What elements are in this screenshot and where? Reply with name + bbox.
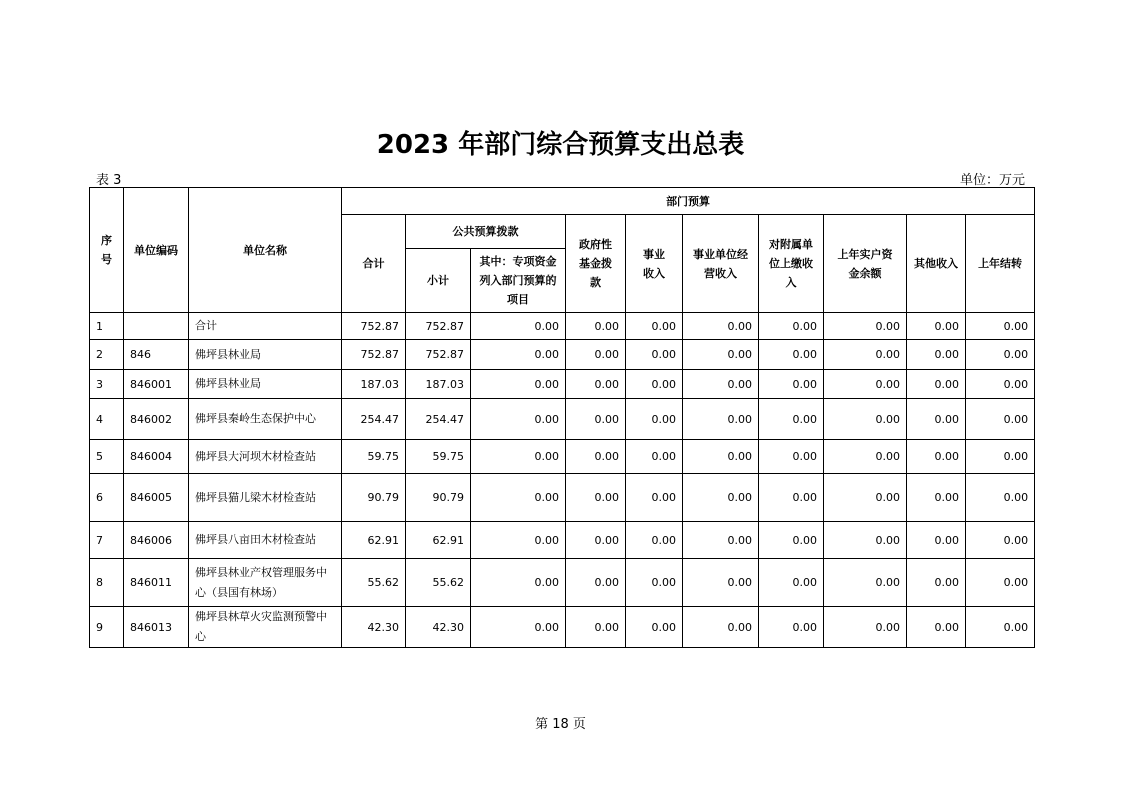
total-cell: 187.03 — [342, 370, 406, 399]
prior-balance-cell: 0.00 — [824, 399, 907, 440]
header-other-income: 其他收入 — [907, 215, 966, 313]
total-cell: 90.79 — [342, 474, 406, 522]
subtotal-cell: 752.87 — [406, 313, 471, 340]
page-number: 第 18 页 — [535, 717, 586, 732]
header-name: 单位名称 — [189, 188, 342, 313]
affiliated-income-cell: 0.00 — [759, 559, 824, 607]
special-funds-cell: 0.00 — [471, 440, 566, 474]
business-income-cell: 0.00 — [683, 607, 759, 648]
seq-cell: 8 — [90, 559, 124, 607]
other-income-cell: 0.00 — [907, 340, 966, 370]
career-income-cell: 0.00 — [626, 559, 683, 607]
table-body — [90, 313, 1035, 648]
other-income-cell: 0.00 — [907, 607, 966, 648]
carryover-cell: 0.00 — [966, 559, 1035, 607]
code-cell: 846005 — [124, 474, 189, 522]
total-cell: 42.30 — [342, 607, 406, 648]
seq-cell: 3 — [90, 370, 124, 399]
career-income-cell: 0.00 — [626, 607, 683, 648]
affiliated-income-cell: 0.00 — [759, 399, 824, 440]
table-row — [90, 399, 1035, 440]
carryover-cell: 0.00 — [966, 370, 1035, 399]
career-income-cell: 0.00 — [626, 474, 683, 522]
header-dept-budget: 部门预算 — [342, 188, 1035, 215]
total-cell: 752.87 — [342, 340, 406, 370]
gov-fund-cell: 0.00 — [566, 370, 626, 399]
affiliated-income-cell: 0.00 — [759, 340, 824, 370]
seq-cell: 6 — [90, 474, 124, 522]
other-income-cell: 0.00 — [907, 313, 966, 340]
table-row — [90, 313, 1035, 340]
subtotal-cell: 90.79 — [406, 474, 471, 522]
code-cell: 846011 — [124, 559, 189, 607]
affiliated-income-cell: 0.00 — [759, 370, 824, 399]
carryover-cell: 0.00 — [966, 522, 1035, 559]
name-cell: 佛坪县八亩田木材检查站 — [189, 522, 342, 559]
gov-fund-cell: 0.00 — [566, 340, 626, 370]
name-cell: 佛坪县猫儿梁木材检查站 — [189, 474, 342, 522]
seq-cell: 1 — [90, 313, 124, 340]
special-funds-cell: 0.00 — [471, 559, 566, 607]
special-funds-cell: 0.00 — [471, 474, 566, 522]
business-income-cell: 0.00 — [683, 522, 759, 559]
career-income-cell: 0.00 — [626, 340, 683, 370]
business-income-cell: 0.00 — [683, 440, 759, 474]
special-funds-cell: 0.00 — [471, 399, 566, 440]
name-cell: 佛坪县林业局 — [189, 340, 342, 370]
code-cell: 846002 — [124, 399, 189, 440]
business-income-cell: 0.00 — [683, 340, 759, 370]
table-row — [90, 474, 1035, 522]
name-cell: 合计 — [189, 313, 342, 340]
other-income-cell: 0.00 — [907, 440, 966, 474]
header-code: 单位编码 — [124, 188, 189, 313]
carryover-cell: 0.00 — [966, 474, 1035, 522]
gov-fund-cell: 0.00 — [566, 522, 626, 559]
business-income-cell: 0.00 — [683, 399, 759, 440]
carryover-cell: 0.00 — [966, 313, 1035, 340]
code-cell: 846004 — [124, 440, 189, 474]
subtotal-cell: 187.03 — [406, 370, 471, 399]
table-row — [90, 559, 1035, 607]
prior-balance-cell: 0.00 — [824, 340, 907, 370]
name-cell: 佛坪县林业产权管理服务中心（县国有林场） — [189, 559, 342, 607]
career-income-cell: 0.00 — [626, 313, 683, 340]
unit-label: 单位：万元 — [959, 173, 1025, 188]
seq-cell: 2 — [90, 340, 124, 370]
table-header — [90, 188, 1035, 313]
name-cell: 佛坪县秦岭生态保护中心 — [189, 399, 342, 440]
career-income-cell: 0.00 — [626, 522, 683, 559]
carryover-cell: 0.00 — [966, 399, 1035, 440]
carryover-cell: 0.00 — [966, 607, 1035, 648]
header-prior-balance: 上年实户资金余额 — [824, 215, 907, 313]
name-cell: 佛坪县林业局 — [189, 370, 342, 399]
header-seq: 序号 — [90, 188, 124, 313]
prior-balance-cell: 0.00 — [824, 607, 907, 648]
subtotal-cell: 59.75 — [406, 440, 471, 474]
header-gov-fund: 政府性基金拨款 — [566, 215, 626, 313]
prior-balance-cell: 0.00 — [824, 370, 907, 399]
affiliated-income-cell: 0.00 — [759, 474, 824, 522]
subtotal-cell: 254.47 — [406, 399, 471, 440]
table-number: 表 3 — [96, 173, 122, 188]
gov-fund-cell: 0.00 — [566, 440, 626, 474]
gov-fund-cell: 0.00 — [566, 559, 626, 607]
code-cell — [124, 313, 189, 340]
seq-cell: 7 — [90, 522, 124, 559]
carryover-cell: 0.00 — [966, 440, 1035, 474]
header-career-income: 事业收入 — [626, 215, 683, 313]
affiliated-income-cell: 0.00 — [759, 522, 824, 559]
code-cell: 846001 — [124, 370, 189, 399]
table-row — [90, 370, 1035, 399]
table-row — [90, 522, 1035, 559]
seq-cell: 5 — [90, 440, 124, 474]
seq-cell: 9 — [90, 607, 124, 648]
gov-fund-cell: 0.00 — [566, 474, 626, 522]
name-cell: 佛坪县林草火灾监测预警中心 — [189, 607, 342, 648]
other-income-cell: 0.00 — [907, 399, 966, 440]
special-funds-cell: 0.00 — [471, 313, 566, 340]
header-affiliated-income: 对附属单位上缴收入 — [759, 215, 824, 313]
code-cell: 846013 — [124, 607, 189, 648]
affiliated-income-cell: 0.00 — [759, 313, 824, 340]
career-income-cell: 0.00 — [626, 370, 683, 399]
subtotal-cell: 752.87 — [406, 340, 471, 370]
other-income-cell: 0.00 — [907, 474, 966, 522]
total-cell: 59.75 — [342, 440, 406, 474]
special-funds-cell: 0.00 — [471, 340, 566, 370]
table-row — [90, 340, 1035, 370]
subtotal-cell: 55.62 — [406, 559, 471, 607]
other-income-cell: 0.00 — [907, 522, 966, 559]
business-income-cell: 0.00 — [683, 313, 759, 340]
header-carryover: 上年结转 — [966, 215, 1035, 313]
prior-balance-cell: 0.00 — [824, 313, 907, 340]
affiliated-income-cell: 0.00 — [759, 607, 824, 648]
special-funds-cell: 0.00 — [471, 522, 566, 559]
name-cell: 佛坪县大河坝木材检查站 — [189, 440, 342, 474]
table-row — [90, 440, 1035, 474]
total-cell: 254.47 — [342, 399, 406, 440]
budget-table — [89, 187, 1035, 648]
header-business-income: 事业单位经营收入 — [683, 215, 759, 313]
prior-balance-cell: 0.00 — [824, 440, 907, 474]
prior-balance-cell: 0.00 — [824, 522, 907, 559]
gov-fund-cell: 0.00 — [566, 399, 626, 440]
code-cell: 846006 — [124, 522, 189, 559]
other-income-cell: 0.00 — [907, 370, 966, 399]
carryover-cell: 0.00 — [966, 340, 1035, 370]
gov-fund-cell: 0.00 — [566, 313, 626, 340]
code-cell: 846 — [124, 340, 189, 370]
other-income-cell: 0.00 — [907, 559, 966, 607]
header-special-funds: 其中：专项资金列入部门预算的项目 — [471, 249, 566, 313]
business-income-cell: 0.00 — [683, 474, 759, 522]
prior-balance-cell: 0.00 — [824, 474, 907, 522]
header-total: 合计 — [342, 215, 406, 313]
subtotal-cell: 42.30 — [406, 607, 471, 648]
page-title: 2023 年部门综合预算支出总表 — [376, 130, 745, 160]
subtotal-cell: 62.91 — [406, 522, 471, 559]
business-income-cell: 0.00 — [683, 370, 759, 399]
header-public-budget: 公共预算拨款 — [406, 215, 566, 249]
career-income-cell: 0.00 — [626, 399, 683, 440]
career-income-cell: 0.00 — [626, 440, 683, 474]
table-row — [90, 607, 1035, 648]
prior-balance-cell: 0.00 — [824, 559, 907, 607]
seq-cell: 4 — [90, 399, 124, 440]
gov-fund-cell: 0.00 — [566, 607, 626, 648]
affiliated-income-cell: 0.00 — [759, 440, 824, 474]
special-funds-cell: 0.00 — [471, 607, 566, 648]
total-cell: 62.91 — [342, 522, 406, 559]
total-cell: 752.87 — [342, 313, 406, 340]
total-cell: 55.62 — [342, 559, 406, 607]
business-income-cell: 0.00 — [683, 559, 759, 607]
header-subtotal: 小计 — [406, 249, 471, 313]
special-funds-cell: 0.00 — [471, 370, 566, 399]
